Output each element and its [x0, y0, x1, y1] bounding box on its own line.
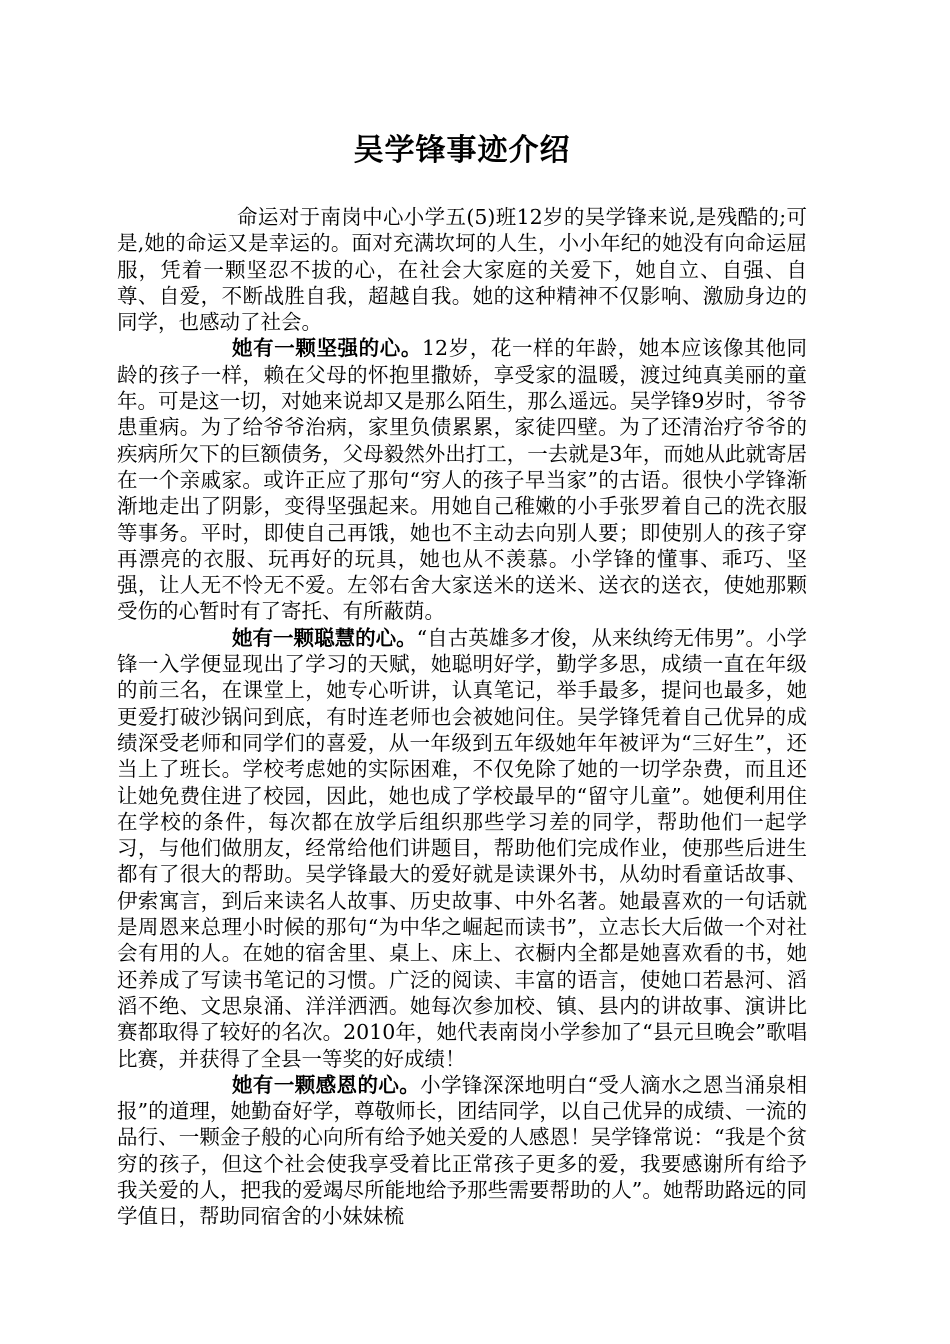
section-heading: 她有一颗聪慧的心。	[232, 625, 417, 650]
section-heading: 她有一颗感恩的心。	[232, 1072, 421, 1097]
section-wise-heart	[117, 625, 807, 1072]
section-heading: 她有一颗坚强的心。	[232, 336, 423, 361]
section-grateful-heart	[117, 1072, 807, 1230]
document-title: 吴学锋事迹介绍	[353, 133, 571, 168]
document-page	[117, 130, 807, 1230]
section-strong-heart	[117, 335, 807, 624]
section-body: 小学锋深深地明白“受人滴水之恩当涌泉相报”的道理，她勤奋好学，尊敬师长，团结同学，以自己优异的成绩、一流的品行、一颗金子般的心向所有给予她关爱的人感恩！吴学锋常说：“我是个贫穷的孩子，但这个社会使我享受着比正常孩子更多的爱，我要感谢所有给予我关爱的人，把我的爱竭尽所能地给予那些需要帮助的人”。她帮助路远的同学值日，帮助同宿舍的小妹妹梳	[117, 1072, 807, 1229]
intro-paragraph: 命运对于南岗中心小学五(5)班12岁的吴学锋来说,是残酷的;可是,她的命运又是幸运的。面对充满坎坷的人生，小小年纪的她没有向命运屈服，凭着一颗坚忍不拔的心，在社会大家庭的关爱下，她自立、自强、自尊、自爱，不断战胜自我，超越自我。她的这种精神不仅影响、激励身边的同学，也感动了社会。	[117, 205, 807, 335]
section-body: 12岁，花一样的年龄，她本应该像其他同龄的孩子一样，赖在父母的怀抱里撒娇，享受家的温暖，渡过纯真美丽的童年。可是这一切，对她来说却又是那么陌生，那么遥远。吴学锋9岁时，爷爷患重病。为了给爷爷治病，家里负债累累，家徒四壁。为了还清治疗爷爷的疾病所欠下的巨额债务，父母毅然外出打工，一去就是3年，而她从此就寄居在一个亲戚家。或许正应了那句“穷人的孩子早当家”的古语。很快小学锋渐渐地走出了阴影，变得坚强起来。用她自己稚嫩的小手张罗着自己的洗衣服等事务。平时，即使自己再饿，她也不主动去向别人要；即使别人的孩子穿再漂亮的衣服、玩再好的玩具，她也从不羡慕。小学锋的懂事、乖巧、坚强，让人无不怜无不爱。左邻右舍大家送米的送米、送衣的送衣，使她那颗受伤的心暂时有了寄托、有所蔽荫。	[117, 336, 808, 624]
section-body: “自古英雄多才俊，从来纨绔无伟男”。小学锋一入学便显现出了学习的天赋，她聪明好学，勤学多思，成绩一直在年级的前三名，在课堂上，她专心听讲，认真笔记，举手最多，提问也最多，她更爱打破沙锅问到底，有时连老师也会被她问住。吴学锋凭着自己优异的成绩深受老师和同学们的喜爱，从一年级到五年级她年年被评为“三好生”，还当上了班长。学校考虑她的实际困难，不仅免除了她的一切学杂费，而且还让她免费住进了校园，因此，她也成了学校最早的“留守儿童”。她便利用住在学校的条件，每次都在放学后组织那些学习差的同学，帮助他们一起学习，与他们做朋友，经常给他们讲题目，帮助他们完成作业，使那些后进生都有了很大的帮助。吴学锋最大的爱好就是读课外书，从幼时看童话故事、伊索寓言，到后来读名人故事、历史故事、中外名著。她最喜欢的一句话就是周恩来总理小时候的那句“为中华之崛起而读书”，立志长大后做一个对社会有用的人。在她的宿舍里、桌上、床上、衣橱内全都是她喜欢看的书，她还养成了写读书笔记的习惯。广泛的阅读、丰富的语言，使她口若悬河、滔滔不绝、文思泉涌、洋洋洒洒。她每次参加校、镇、县内的讲故事、演讲比赛都取得了较好的名次。2010年，她代表南岗小学参加了“县元旦晚会”歌唱比赛，并获得了全县一等奖的好成绩！	[117, 625, 807, 1071]
